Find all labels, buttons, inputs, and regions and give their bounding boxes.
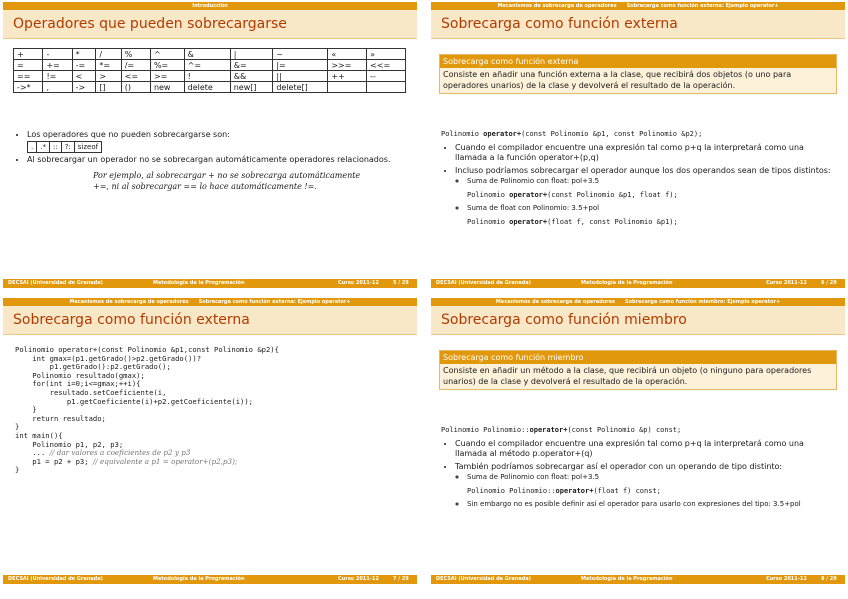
proto-text: (const Polinomio &p) const;: [567, 426, 682, 434]
slide-topbar: [3, 2, 417, 10]
code-line: int main(){: [15, 430, 63, 440]
title-bar: [431, 306, 845, 335]
proto-text: Polinomio Polinomio::: [467, 486, 556, 495]
table-cell: ^: [150, 49, 184, 60]
prototype: [467, 486, 835, 497]
section-label: Introducción: [192, 3, 228, 9]
table-cell: --: [367, 71, 406, 82]
bullet-text: Cuando el compilador encuentre una expresión tal como p+q la interpretará como una llamada al método p.operator+(q): [455, 438, 804, 458]
footer-institution: DECSAI (Universidad de Granada): [436, 280, 531, 286]
table-cell: ++: [328, 71, 367, 82]
section-label: Mecanismos de sobrecarga de operadores: [495, 299, 616, 305]
code-line: Polinomio p1, p2, p3;: [15, 439, 124, 449]
code-listing: [15, 346, 279, 475]
table-cell: »: [367, 49, 406, 60]
table-row: [14, 71, 406, 82]
table-cell: new[]: [230, 82, 273, 93]
table-cell: ->: [72, 82, 96, 93]
definition-block: [439, 350, 837, 390]
table-cell: delete: [184, 82, 230, 93]
prototype: [441, 425, 835, 436]
block-title: Sobrecarga como función miembro: [440, 351, 836, 364]
code-line: Polinomio operator+(const Polinomio &p1,const Polinomio &p2){: [15, 345, 279, 354]
bullet: [27, 130, 407, 153]
table-cell: /: [96, 49, 121, 60]
bullet: [455, 462, 835, 510]
table-cell: ^=: [184, 60, 230, 71]
code-line: p1 = p2 + p3; // equivalente a p1 = operator+(p2,p3);: [15, 456, 238, 466]
table-cell: &: [184, 49, 230, 60]
proto-keyword: operator+: [555, 486, 594, 495]
bullet-text: También podríamos sobrecargar así el operador con un operando de tipo distinto:: [455, 461, 783, 471]
footer-year: Curso 2011-12: [338, 576, 379, 582]
footer-course: Metodología de la Programación: [581, 576, 673, 582]
operator-box: sizeof: [74, 141, 102, 154]
operator-box: ::: [49, 141, 62, 154]
proto-keyword: operator+: [529, 426, 568, 434]
footer-institution: DECSAI (Universidad de Granada): [8, 280, 103, 286]
table-cell: -=: [72, 60, 96, 71]
page-number: 6 / 29: [821, 280, 837, 286]
table-cell: ==: [14, 71, 43, 82]
code-line: for(int i=0;i<=gmax;++i){: [15, 379, 141, 389]
footer-year: Curso 2011-12: [766, 280, 807, 286]
code-comment: // dar valores a coeficientes de p2 y p3: [49, 448, 191, 458]
footer-course: Metodología de la Programación: [153, 576, 245, 582]
bullet-text: Cuando el compilador encuentre una expresión tal como p+q la interpretará como una llamada a la función operator+(p,q): [455, 142, 804, 162]
table-cell: new: [150, 82, 184, 93]
sub-bullet: [467, 203, 835, 227]
footer-institution: DECSAI (Universidad de Granada): [8, 576, 103, 582]
page-number: 7 / 29: [393, 576, 409, 582]
table-cell: (): [121, 82, 150, 93]
slide-body: [13, 130, 407, 192]
table-cell: ->*: [14, 82, 43, 93]
slide-title: Operadores que pueden sobrecargarse: [13, 16, 287, 32]
slide-title: Sobrecarga como función externa: [441, 16, 678, 32]
table-cell: ~: [273, 49, 328, 60]
title-bar: [431, 10, 845, 39]
slide-body: [441, 126, 835, 230]
bullet: [455, 439, 835, 460]
slide-8: [431, 298, 845, 584]
slide-topbar: [431, 2, 845, 10]
proto-keyword: operator+: [509, 217, 548, 226]
page-number: 8 / 29: [821, 576, 837, 582]
bullet: [455, 143, 835, 164]
code-comment: // equivalente a p1 = operator+(p2,p3);: [92, 456, 238, 466]
code-line: return resultado;: [15, 413, 106, 423]
block-body: Consiste en añadir un método a la clase, que recibirá un objeto (o ninguno para operadores unarios) de la clase y devolverá el resultado de la operación.: [443, 366, 812, 386]
sub-bullet: [467, 499, 835, 510]
bullet-text: Suma de float con Polinomio: 3.5+pol: [467, 204, 600, 212]
example-note: Por ejemplo, al sobrecargar + no se sobrecarga automáticamente +=, ni al sobrecargar == lo hace automáticamente !=.: [93, 170, 361, 191]
table-cell: =: [14, 60, 43, 71]
table-cell: <: [72, 71, 96, 82]
prototype: [467, 217, 835, 228]
table-cell: >>=: [328, 60, 367, 71]
table-cell: >: [96, 71, 121, 82]
slide-title: Sobrecarga como función miembro: [441, 312, 687, 328]
footer-year: Curso 2011-12: [766, 576, 807, 582]
block-title: Sobrecarga como función externa: [440, 55, 836, 68]
definition-block: [439, 54, 837, 94]
title-bar: [3, 10, 417, 39]
table-row: [14, 49, 406, 60]
table-cell: +: [14, 49, 43, 60]
slide-5: [3, 2, 417, 288]
proto-text: Polinomio: [467, 190, 510, 199]
footer-course: Metodología de la Programación: [153, 280, 245, 286]
table-cell: %=: [150, 60, 184, 71]
proto-text: (float f) const;: [593, 486, 661, 495]
table-cell: -: [43, 49, 72, 60]
sub-bullet: [467, 472, 835, 496]
footer: [3, 279, 417, 288]
table-cell: /=: [121, 60, 150, 71]
bullet-text: Suma de Polinomio con float: pol+3.5: [467, 473, 600, 481]
footer: [431, 279, 845, 288]
bullet: [27, 155, 407, 166]
table-cell: []: [96, 82, 121, 93]
bullet: [455, 166, 835, 228]
title-bar: [3, 306, 417, 335]
slide-topbar: [3, 298, 417, 306]
slide-topbar: [431, 298, 845, 306]
table-cell: |=: [273, 60, 328, 71]
table-cell: ,: [43, 82, 72, 93]
bullet-text: Sin embargo no es posible definir así el operador para usarlo con expresiones del tipo: 3.5+pol: [467, 500, 801, 508]
bullet-text: Al sobrecargar un operador no se sobrecargan automáticamente operadores relacionados.: [27, 155, 391, 164]
section-label: Mecanismos de sobrecarga de operadores: [69, 299, 189, 305]
slide-title: Sobrecarga como función externa: [13, 312, 250, 328]
proto-text: Polinomio: [467, 217, 510, 226]
table-cell: ||: [273, 71, 328, 82]
table-cell: *=: [96, 60, 121, 71]
subsection-label: Sobrecarga como función externa: Ejemplo operator+: [626, 3, 779, 9]
proto-keyword: operator+: [509, 190, 548, 199]
table-cell: [367, 82, 406, 93]
page-number: 5 / 29: [393, 280, 409, 286]
code-line: int gmax=(p1.getGrado()>p2.getGrado())?: [15, 353, 202, 363]
table-cell: &=: [230, 60, 273, 71]
bullet-text: Suma de Polinomio con float: pol+3.5: [467, 177, 600, 185]
section-label: Mecanismos de sobrecarga de operadores: [497, 3, 617, 9]
operator-box: .*: [36, 141, 50, 154]
table-cell: &&: [230, 71, 273, 82]
proto-text: (const Polinomio &p1, float f);: [547, 190, 678, 199]
prototype: [441, 129, 835, 140]
slide-body: [441, 422, 835, 512]
proto-keyword: operator+: [483, 130, 522, 138]
table-row: [14, 82, 406, 93]
code-line: }: [15, 422, 20, 432]
operator-box: .: [27, 141, 37, 154]
code-line: Polinomio resultado(gmax);: [15, 370, 145, 380]
proto-text: (const Polinomio &p1, const Polinomio &p2);: [521, 130, 703, 138]
table-cell: %: [121, 49, 150, 60]
footer-course: Metodología de la Programación: [581, 280, 673, 286]
table-cell: <<=: [367, 60, 406, 71]
table-cell: |: [230, 49, 273, 60]
footer: [3, 575, 417, 584]
non-overloadable-ops: [27, 142, 101, 151]
subsection-label: Sobrecarga como función externa: Ejemplo operator+: [198, 299, 351, 305]
subsection-label: Sobrecarga como función miembro: Ejemplo operator+: [625, 299, 781, 305]
slide-6: [431, 2, 845, 288]
proto-text: (float f, const Polinomio &p1);: [547, 217, 678, 226]
prototype: [467, 190, 835, 201]
table-cell: *: [72, 49, 96, 60]
code-line: resultado.setCoeficiente(i,: [15, 387, 167, 397]
code-line: ... // dar valores a coeficientes de p2 y p3: [15, 448, 191, 458]
code-line: p1.getCoeficiente(i)+p2.getCoeficiente(i));: [15, 396, 253, 406]
proto-text: Polinomio Polinomio::: [441, 426, 530, 434]
proto-text: Polinomio: [441, 130, 484, 138]
table-cell: [328, 82, 367, 93]
footer: [431, 575, 845, 584]
block-body: Consiste en añadir una función externa a la clase, que recibirá dos objetos (o uno para operadores unarios) de la clase y devolverá el resultado de la operación.: [443, 70, 792, 90]
operator-box: ?:: [61, 141, 75, 154]
slide-7: [3, 298, 417, 584]
table-cell: <=: [121, 71, 150, 82]
footer-institution: DECSAI (Universidad de Granada): [436, 576, 531, 582]
operators-table: [13, 48, 406, 93]
sub-bullet: [467, 176, 835, 200]
bullet-text: Los operadores que no pueden sobrecargarse son:: [27, 130, 230, 139]
table-cell: delete[]: [273, 82, 328, 93]
code-line: p1.getGrado():p2.getGrado();: [15, 362, 171, 372]
bullet-text: Incluso podríamos sobrecargar el operador aunque los dos operandos sean de tipos distintos:: [455, 165, 831, 175]
footer-year: Curso 2011-12: [338, 280, 379, 286]
table-cell: !: [184, 71, 230, 82]
table-row: [14, 60, 406, 71]
code-line: }: [15, 405, 37, 415]
code-line: }: [15, 465, 20, 475]
table-cell: !=: [43, 71, 72, 82]
table-cell: >=: [150, 71, 184, 82]
table-cell: «: [328, 49, 367, 60]
table-cell: +=: [43, 60, 72, 71]
